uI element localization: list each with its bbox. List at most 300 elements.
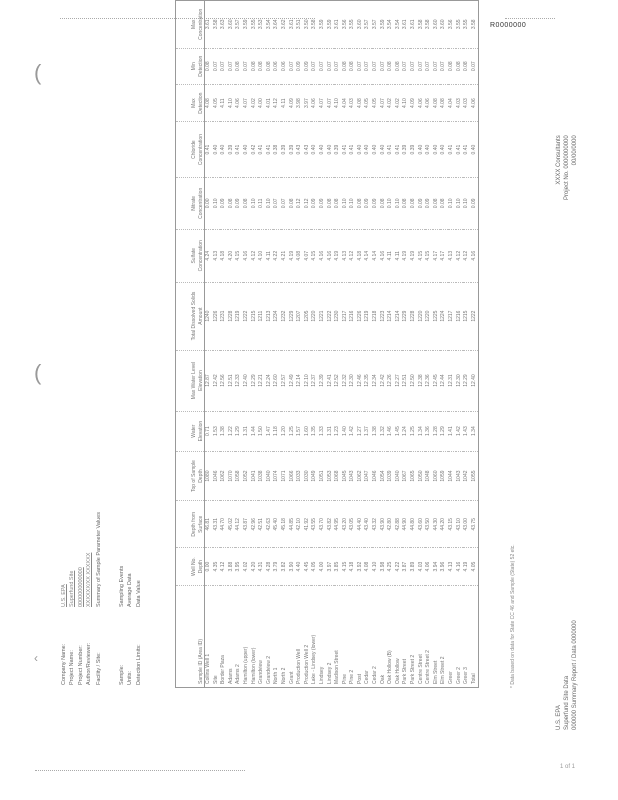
table-cell: 12.38 xyxy=(418,350,426,411)
table-cell: 0.40 xyxy=(327,122,335,177)
table-cell: 0.07 xyxy=(311,48,319,84)
table-cell: 0.40 xyxy=(319,122,327,177)
table-cell: 3.60 xyxy=(433,1,441,49)
table-cell: 1222 xyxy=(243,282,251,350)
table-cell: 4.22 xyxy=(395,548,403,586)
table-cell: 1068 xyxy=(334,451,342,501)
table-cell: 1065 xyxy=(410,451,418,501)
table-row-label: Production Well xyxy=(296,649,303,684)
table-cell: 0.40 xyxy=(364,122,372,177)
table-cell: 42.80 xyxy=(387,501,395,548)
table-cell: 4.08 xyxy=(296,229,304,282)
table-cell: 0.41 xyxy=(205,122,213,177)
table-cell: 43.87 xyxy=(243,501,251,548)
table-cell: 1.50 xyxy=(258,411,266,451)
table-cell: 1060 xyxy=(433,451,441,501)
table-cell: 1240 xyxy=(205,282,213,350)
table-column-header: Max Detection xyxy=(176,84,205,122)
table-cell: 12.42 xyxy=(213,350,221,411)
table-cell: 3.59 xyxy=(380,1,388,49)
table-cell: 1062 xyxy=(357,451,365,501)
table-footnote: * Data based on data for State CC 46 and Sample (State) 52 etc. xyxy=(510,544,516,688)
table-cell: 12.56 xyxy=(220,350,228,411)
table-cell: 12.30 xyxy=(456,350,464,411)
table-cell: 0.71 xyxy=(205,411,213,451)
table-cell: 12.44 xyxy=(440,350,448,411)
table-cell: 0.10 xyxy=(463,177,471,229)
table-cell: 1.44 xyxy=(251,411,259,451)
table-cell: 4.09 xyxy=(289,84,297,122)
table-cell: 12.42 xyxy=(380,350,388,411)
table-cell: 0.09 xyxy=(418,177,426,229)
table-column-header: Well No. Depth xyxy=(176,548,205,586)
table-cell: 4.02 xyxy=(243,548,251,586)
table-cell: 1234 xyxy=(273,282,281,350)
table-cell: 1.33 xyxy=(319,411,327,451)
table-row-label: Lake - Lindsey (lower) xyxy=(311,634,318,684)
table-cell: 4.08 xyxy=(433,84,441,122)
table-cell: 44.90 xyxy=(402,501,410,548)
table-cell: 0.08 xyxy=(342,48,350,84)
table-cell: 1039 xyxy=(387,451,395,501)
table-cell: 1223 xyxy=(380,282,388,350)
table-cell: 1059 xyxy=(440,451,448,501)
table-cell: 1229 xyxy=(402,282,410,350)
table-row-label: Cedar xyxy=(364,670,371,684)
table-cell: 4.14 xyxy=(364,229,372,282)
table-cell: 0.07 xyxy=(319,48,327,84)
table-cell: 1.37 xyxy=(364,411,372,451)
table-cell: 44.20 xyxy=(440,501,448,548)
table-cell: 1.31 xyxy=(243,411,251,451)
table-cell: 1218 xyxy=(372,282,380,350)
table-row-label: Total xyxy=(470,673,477,684)
table-cell: 0.07 xyxy=(334,48,342,84)
table-row-label: Hamilton (lower) xyxy=(250,647,257,684)
source-value: Data Value xyxy=(135,580,142,607)
table-row-label: Elm Street 2 xyxy=(440,656,447,684)
table-cell: 1.20 xyxy=(281,411,289,451)
source-label: Sample: xyxy=(119,664,125,685)
table-cell: 1.22 xyxy=(228,411,236,451)
table-cell: 4.45 xyxy=(304,548,312,586)
table-cell: 1045 xyxy=(342,451,350,501)
table-cell: 4.13 xyxy=(213,229,221,282)
table-cell: 4.18 xyxy=(349,548,357,586)
table-cell: 1222 xyxy=(327,282,335,350)
table-cell: 0.08 xyxy=(410,177,418,229)
table-cell: 1220 xyxy=(418,282,426,350)
table-cell: 3.87 xyxy=(402,548,410,586)
table-cell: 41.92 xyxy=(304,501,312,548)
table-cell: 44.30 xyxy=(433,501,441,548)
table-cell: 4.11 xyxy=(220,84,228,122)
table-cell: 0.40 xyxy=(418,122,426,177)
table-cell: 0.40 xyxy=(372,122,380,177)
source-label: Units: xyxy=(127,670,134,685)
table-cell: 4.12 xyxy=(456,229,464,282)
table-cell: 1044 xyxy=(448,451,456,501)
table-cell: 1226 xyxy=(213,282,221,350)
table-cell: 43.55 xyxy=(311,501,319,548)
source-value: Sampling Events xyxy=(119,565,125,607)
table-cell: 4.06 xyxy=(311,84,319,122)
table-cell: 1.18 xyxy=(273,411,281,451)
table-cell: 12.87 xyxy=(205,350,213,411)
table-row-label: Madison Street xyxy=(334,650,341,684)
table-cell: 1207 xyxy=(296,282,304,350)
table-cell: 4.01 xyxy=(266,84,274,122)
table-cell: 4.03 xyxy=(418,548,426,586)
table-row-label: North 1 xyxy=(273,667,280,684)
table-cell: 1213 xyxy=(266,282,274,350)
table-cell: 4.21 xyxy=(281,229,289,282)
table-cell: 44.95 xyxy=(334,501,342,548)
table-cell: 43.90 xyxy=(380,501,388,548)
table-cell: 0.00 xyxy=(205,548,213,586)
table-cell: 1047 xyxy=(364,451,372,501)
table-column-header: Nitrate Concentration xyxy=(176,177,205,229)
table-cell: 0.40 xyxy=(220,122,228,177)
table-cell: 0.09 xyxy=(220,177,228,229)
table-cell: 3.51 xyxy=(296,1,304,49)
table-column-header: Max Water Level Elevation xyxy=(176,350,205,411)
table-row-label: Collins Well 1 xyxy=(205,653,211,684)
table-row-label: Oak Hollow (B) xyxy=(387,650,394,684)
table-row-label: Oak xyxy=(379,674,386,684)
page-code: R0000000 xyxy=(490,22,527,29)
table-cell: 42.96 xyxy=(251,501,259,548)
table-cell: 0.08 xyxy=(228,177,236,229)
table-cell: 4.00 xyxy=(258,84,266,122)
table-cell: 1217 xyxy=(448,282,456,350)
table-cell: 4.07 xyxy=(319,84,327,122)
table-cell: 1217 xyxy=(342,282,350,350)
table-cell: 0.08 xyxy=(289,177,297,229)
table-column-header: Total Dissolved Solids Amount xyxy=(176,282,205,350)
table-cell: 1.31 xyxy=(327,411,335,451)
table-cell: 3.60 xyxy=(357,1,365,49)
table-cell: 4.28 xyxy=(266,548,274,586)
table-cell: 3.57 xyxy=(372,1,380,49)
table-row-label: Post xyxy=(356,673,363,684)
table-column-header: Chloride Concentration xyxy=(176,122,205,177)
table-cell: 1.43 xyxy=(463,411,471,451)
table-cell: 1054 xyxy=(380,451,388,501)
table-cell: 0.07 xyxy=(273,177,281,229)
table-cell: 4.15 xyxy=(311,229,319,282)
table-cell: 1.60 xyxy=(304,411,312,451)
table-cell: 12.51 xyxy=(228,350,236,411)
table-cell: 12.26 xyxy=(387,350,395,411)
table-column-header: Water Elevation xyxy=(176,411,205,451)
table-cell: 44.70 xyxy=(220,501,228,548)
table-cell: 4.10 xyxy=(258,229,266,282)
table-cell: 3.58 xyxy=(311,1,319,49)
table-cell: 0.41 xyxy=(235,122,243,177)
table-row-label: Lindsey 2 xyxy=(326,662,333,684)
table-cell: 1222 xyxy=(471,282,479,350)
table-cell: 1042 xyxy=(463,451,471,501)
table-cell: 3.60 xyxy=(228,1,236,49)
table-cell: 0.07 xyxy=(228,48,236,84)
table-cell: 3.61 xyxy=(205,1,213,49)
table-row-label: Cedar 2 xyxy=(372,666,379,684)
table-column-header: Top of Sample Depth xyxy=(176,451,205,501)
table-cell: 1055 xyxy=(471,451,479,501)
table-row-label: Adams 2 xyxy=(235,664,242,684)
table-cell: 12.14 xyxy=(296,350,304,411)
info-value: 0000000000000 xyxy=(77,567,84,607)
info-label: Company Name: xyxy=(61,643,67,685)
table-cell: 4.16 xyxy=(319,229,327,282)
table-cell: 4.15 xyxy=(235,229,243,282)
table-cell: 45.40 xyxy=(273,501,281,548)
table-cell: 46.81 xyxy=(205,501,213,548)
table-cell: 43.60 xyxy=(418,501,426,548)
table-row-label: Greer 2 xyxy=(455,667,462,684)
table-cell: 0.07 xyxy=(425,48,433,84)
table-cell: 12.45 xyxy=(433,350,441,411)
table-cell: 0.40 xyxy=(213,122,221,177)
table-cell: 0.08 xyxy=(235,48,243,84)
table-cell: 3.58 xyxy=(418,1,426,49)
table-cell: 12.52 xyxy=(334,350,342,411)
table-cell: 3.89 xyxy=(410,548,418,586)
table-cell: 12.32 xyxy=(342,350,350,411)
table-cell: 0.09 xyxy=(372,177,380,229)
table-cell: 43.31 xyxy=(213,501,221,548)
table-cell: 4.16 xyxy=(327,229,335,282)
table-cell: 1.38 xyxy=(372,411,380,451)
facility-value: Summary of Sample Parameter Values xyxy=(96,512,102,607)
table-cell: 0.10 xyxy=(448,177,456,229)
table-cell: 4.03 xyxy=(463,84,471,122)
table-cell: 0.07 xyxy=(418,48,426,84)
table-row-label: North 2 xyxy=(280,667,287,684)
table-cell: 4.09 xyxy=(410,84,418,122)
table-cell: 0.08 xyxy=(456,48,464,84)
table-cell: 3.56 xyxy=(448,1,456,49)
table-cell: 0.07 xyxy=(213,48,221,84)
table-cell: 1.47 xyxy=(266,411,274,451)
table-cell: 1220 xyxy=(425,282,433,350)
table-cell: 0.00 xyxy=(205,177,213,229)
table-cell: 42.63 xyxy=(266,501,274,548)
table-cell: 4.02 xyxy=(395,84,403,122)
table-cell: 4.12 xyxy=(463,229,471,282)
table-cell: 0.07 xyxy=(220,48,228,84)
table-cell: 0.07 xyxy=(471,48,479,84)
table-cell: 4.07 xyxy=(243,84,251,122)
table-cell: 45.02 xyxy=(228,501,236,548)
table-cell: 12.34 xyxy=(372,350,380,411)
table-cell: 4.20 xyxy=(251,548,259,586)
table-cell: 4.10 xyxy=(402,84,410,122)
table-cell: 3.97 xyxy=(327,548,335,586)
table-cell: 12.57 xyxy=(281,350,289,411)
table-cell: 4.06 xyxy=(418,84,426,122)
table-cell: 3.92 xyxy=(357,548,365,586)
table-cell: 4.19 xyxy=(410,229,418,282)
table-cell: 3.58 xyxy=(213,1,221,49)
table-cell: 0.40 xyxy=(357,122,365,177)
table-cell: 0.07 xyxy=(243,48,251,84)
table-cell: 4.03 xyxy=(349,84,357,122)
table-cell: 3.58 xyxy=(425,1,433,49)
table-cell: 1033 xyxy=(296,451,304,501)
table-cell: 12.41 xyxy=(327,350,335,411)
footer-left-line: U.S. EPA xyxy=(556,705,562,730)
table-cell: 1215 xyxy=(251,282,259,350)
table-cell: 0.39 xyxy=(228,122,236,177)
table-row-label: Pine 2 xyxy=(349,669,356,684)
table-cell: 4.08 xyxy=(440,84,448,122)
table-cell: 4.08 xyxy=(205,84,213,122)
table-cell: 43.00 xyxy=(463,501,471,548)
table-cell: 0.41 xyxy=(387,122,395,177)
table-cell: 1070 xyxy=(228,451,236,501)
table-cell: 4.19 xyxy=(463,548,471,586)
table-cell: 1030 xyxy=(304,451,312,501)
table-cell: 4.35 xyxy=(213,548,221,586)
table-cell: 3.54 xyxy=(395,1,403,49)
table-cell: 4.12 xyxy=(349,229,357,282)
table-cell: 12.31 xyxy=(448,350,456,411)
table-cell: 0.43 xyxy=(296,122,304,177)
table-cell: 0.40 xyxy=(433,122,441,177)
table-cell: 0.08 xyxy=(433,177,441,229)
table-cell: 0.09 xyxy=(471,177,479,229)
table-cell: 0.07 xyxy=(364,48,372,84)
table-cell: 0.08 xyxy=(349,48,357,84)
footer-left-line: Superfund Site Data xyxy=(564,675,570,730)
table-cell: 0.08 xyxy=(440,177,448,229)
table-cell: 3.97 xyxy=(304,84,312,122)
table-cell: 1058 xyxy=(235,451,243,501)
table-cell: 4.31 xyxy=(258,548,266,586)
table-cell: 3.55 xyxy=(456,1,464,49)
table-cell: 4.16 xyxy=(380,229,388,282)
table-cell: 1.28 xyxy=(433,411,441,451)
source-label: Detection Limits: xyxy=(135,644,142,685)
table-cell: 0.42 xyxy=(251,122,259,177)
table-cell: 1043 xyxy=(349,451,357,501)
table-cell: 12.35 xyxy=(364,350,372,411)
table-cell: 0.07 xyxy=(433,48,441,84)
table-cell: 3.94 xyxy=(433,548,441,586)
table-cell: 0.07 xyxy=(327,48,335,84)
table-cell: 0.09 xyxy=(425,177,433,229)
table-cell: 3.61 xyxy=(334,1,342,49)
table-row-label: Border Plaza xyxy=(220,655,227,684)
table-cell: 3.62 xyxy=(281,1,289,49)
table-row-label: Grandview 2 xyxy=(265,655,272,684)
table-row-label: Pine xyxy=(341,673,348,684)
table-cell: 1.57 xyxy=(296,411,304,451)
table-cell: 3.57 xyxy=(364,1,372,49)
info-label: Author/Reviewer: xyxy=(85,642,92,685)
table-cell: 1.40 xyxy=(342,411,350,451)
table-cell: 1221 xyxy=(319,282,327,350)
table-cell: 3.56 xyxy=(342,1,350,49)
table-cell: 4.13 xyxy=(448,229,456,282)
table-cell: 1.25 xyxy=(410,411,418,451)
table-cell: 0.08 xyxy=(395,48,403,84)
table-cell: 0.39 xyxy=(410,122,418,177)
table-cell: 1067 xyxy=(402,451,410,501)
table-cell: 4.03 xyxy=(456,84,464,122)
table-cell: 3.59 xyxy=(327,1,335,49)
footer-left-line: 000000 Summary Report / Data 0000000 xyxy=(572,620,578,730)
table-cell: 1.29 xyxy=(440,411,448,451)
table-row-label: Hamilton (upper) xyxy=(242,646,249,684)
table-cell: 12.33 xyxy=(235,350,243,411)
table-cell: 4.07 xyxy=(304,229,312,282)
table-cell: 1228 xyxy=(410,282,418,350)
table-cell: 4.05 xyxy=(471,548,479,586)
table-cell: 1074 xyxy=(273,451,281,501)
table-cell: 0.39 xyxy=(281,122,289,177)
table-cell: 0.07 xyxy=(281,177,289,229)
table-cell: 4.10 xyxy=(334,84,342,122)
table-cell: 1231 xyxy=(220,282,228,350)
table-cell: 43.10 xyxy=(456,501,464,548)
table-cell: 0.07 xyxy=(410,48,418,84)
table-row-label: Lindsey xyxy=(318,666,325,684)
table-cell: 43.82 xyxy=(327,501,335,548)
table-cell: 1215 xyxy=(463,282,471,350)
table-cell: 0.41 xyxy=(266,122,274,177)
table-cell: 1.45 xyxy=(395,411,403,451)
table-cell: 0.08 xyxy=(327,177,335,229)
table-cell: 12.10 xyxy=(304,350,312,411)
table-cell: 3.54 xyxy=(266,1,274,49)
table-cell: 0.41 xyxy=(448,122,456,177)
table-cell: 4.07 xyxy=(380,84,388,122)
table-cell: 4.02 xyxy=(251,84,259,122)
table-cell: 1224 xyxy=(440,282,448,350)
table-cell: 12.37 xyxy=(311,350,319,411)
table-cell: 43.75 xyxy=(471,501,479,548)
table-cell: 1225 xyxy=(433,282,441,350)
table-cell: 1040 xyxy=(395,451,403,501)
table-cell: 3.82 xyxy=(281,548,289,586)
table-cell: 12.51 xyxy=(402,350,410,411)
table-cell: 4.15 xyxy=(342,548,350,586)
table-cell: 0.40 xyxy=(243,122,251,177)
table-cell: 4.04 xyxy=(448,84,456,122)
table-cell: 0.41 xyxy=(258,122,266,177)
table-cell: 1.42 xyxy=(456,411,464,451)
table-cell: 3.60 xyxy=(440,1,448,49)
table-cell: 3.63 xyxy=(220,1,228,49)
table-cell: 0.41 xyxy=(395,122,403,177)
table-column-header: Sulfate Concentration xyxy=(176,229,205,282)
table-cell: 3.59 xyxy=(319,1,327,49)
punch-hole-mark: ( xyxy=(34,360,42,385)
table-cell: 3.54 xyxy=(387,1,395,49)
table-cell: 4.40 xyxy=(296,548,304,586)
table-cell: 1.25 xyxy=(289,411,297,451)
table-cell: 0.09 xyxy=(296,48,304,84)
table-cell: 42.51 xyxy=(258,501,266,548)
table-cell: 0.07 xyxy=(372,48,380,84)
table-column-header: Max Concentration xyxy=(176,1,205,49)
source-value: Average Data xyxy=(127,573,134,607)
table-cell: 0.08 xyxy=(387,48,395,84)
table-cell: 4.06 xyxy=(425,84,433,122)
